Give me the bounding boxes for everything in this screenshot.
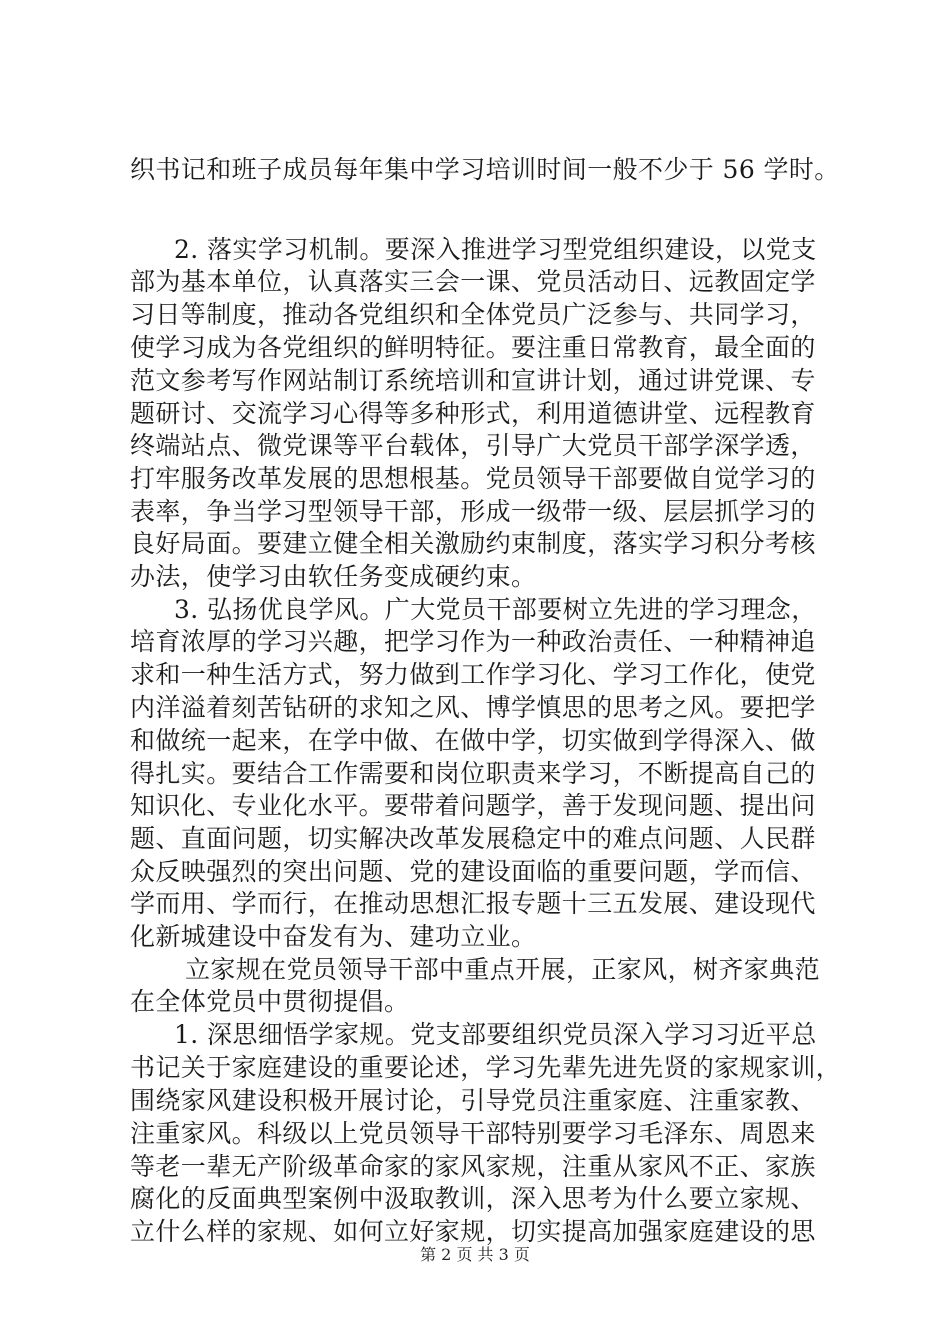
text-line: 学而用、学而行，在推动思想汇报专题十三五发展、建设现代 [130,889,816,918]
text-line: 打牢服务改革发展的思想根基。党员领导干部要做自觉学习的 [130,464,816,493]
text-line: 围绕家风建设积极开展讨论，引导党员注重家庭、注重家教、 [130,1086,816,1115]
text-line: 等老一辈无产阶级革命家的家风家规，注重从家风不正、家族 [130,1152,816,1181]
text-line: 习日等制度，推动各党组织和全体党员广泛参与、共同学习， [130,300,816,329]
text-line: 内洋溢着刻苦钻研的求知之风、博学慎思的思考之风。要把学 [130,693,816,722]
text-line: 知识化、专业化水平。要带着问题学，善于发现问题、提出问 [130,791,816,820]
text-line: 表率，争当学习型领导干部，形成一级带一级、层层抓学习的 [130,497,816,526]
text-line: 题研讨、交流学习心得等多种形式，利用道德讲堂、远程教育 [130,399,816,428]
text-line: 1. 深思细悟学家规。党支部要组织党员深入学习习近平总 [174,1020,817,1049]
text-line: 众反映强烈的突出问题、党的建设面临的重要问题，学而信、 [130,857,816,886]
text-line: 立什么样的家规、如何立好家规，切实提高加强家庭建设的思 [130,1217,816,1246]
text-line: 办法，使学习由软任务变成硬约束。 [130,562,537,591]
text-line: 腐化的反面典型案例中汲取教训，深入思考为什么要立家规、 [130,1184,816,1213]
text-line: 2. 落实学习机制。要深入推进学习型党组织建设，以党支 [174,235,817,264]
text-line: 织书记和班子成员每年集中学习培训时间一般不少于 56 学时。 [130,155,840,184]
text-line: 求和一种生活方式，努力做到工作学习化、学习工作化，使党 [130,660,816,689]
text-line: 终端站点、微党课等平台载体，引导广大党员干部学深学透， [130,431,816,460]
text-line: 题、直面问题，切实解决改革发展稳定中的难点问题、人民群 [130,824,816,853]
text-line: 和做统一起来，在学中做、在做中学，切实做到学得深入、做 [130,726,816,755]
text-line: 书记关于家庭建设的重要论述，学习先辈先进先贤的家规家训， [130,1053,842,1082]
text-line: 立家规在党员领导干部中重点开展，正家风，树齐家典范 [185,955,821,984]
text-line: 得扎实。要结合工作需要和岗位职责来学习，不断提高自己的 [130,759,816,788]
text-line: 注重家风。科级以上党员领导干部特别要学习毛泽东、周恩来 [130,1119,816,1148]
text-line: 使学习成为各党组织的鲜明特征。要注重日常教育，最全面的 [130,333,816,362]
text-line: 部为基本单位，认真落实三会一课、党员活动日、远教固定学 [130,267,816,296]
text-line: 范文参考写作网站制订系统培训和宣讲计划，通过讲党课、专 [130,366,816,395]
text-line: 在全体党员中贯彻提倡。 [130,987,410,1016]
text-line: 化新城建设中奋发有为、建功立业。 [130,922,537,951]
text-line: 3. 弘扬优良学风。广大党员干部要树立先进的学习理念， [174,595,817,624]
page-number-footer: 第 2 页 共 3 页 [420,1245,530,1264]
text-line: 良好局面。要建立健全相关激励约束制度，落实学习积分考核 [130,529,816,558]
text-line: 培育浓厚的学习兴趣，把学习作为一种政治责任、一种精神追 [130,627,816,656]
